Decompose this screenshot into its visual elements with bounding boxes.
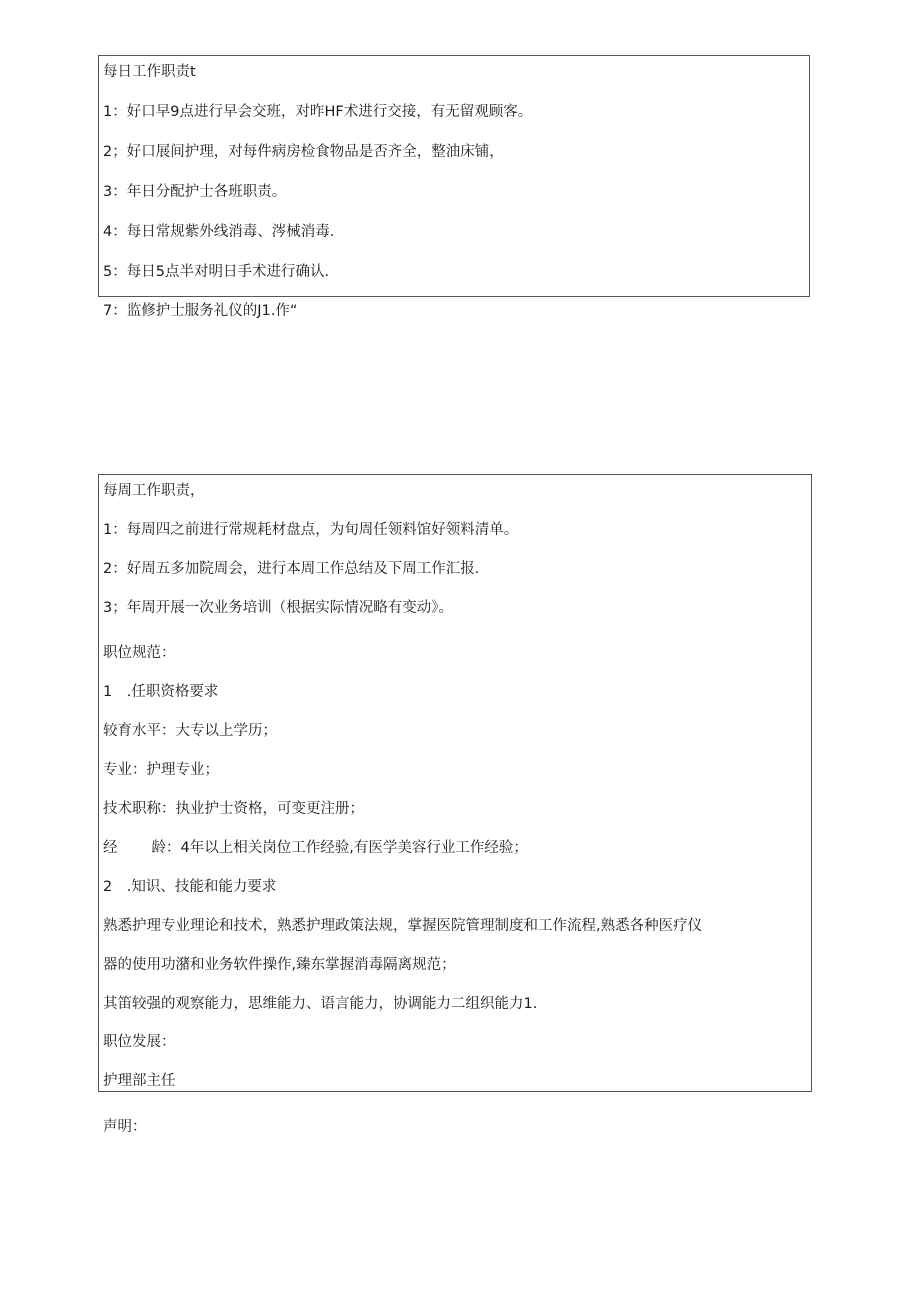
major-requirement: 专业：护理专业； xyxy=(103,762,219,778)
experience-requirement xyxy=(103,839,528,857)
education-requirement: 较育水平：大专以上学历； xyxy=(103,723,277,739)
weekly-title: 每周工作职责， xyxy=(103,483,205,499)
development-title: 职位发展： xyxy=(103,1034,176,1050)
daily-item-2: 2；好口展间护理，对每件病房检食物品是否齐全，整油床铺， xyxy=(103,144,504,160)
weekly-item-2: 2：好周五多加院周会，进行本周工作总结及下周工作汇报. xyxy=(103,561,480,577)
daily-item-1: 1：好口早9点进行早会交班，对昨HF术进行交接，有无留观顾客。 xyxy=(103,104,533,120)
daily-item-3: 3：年日分配护士各班职责。 xyxy=(103,184,287,200)
daily-item-7: 7：监修护士服务礼仪的J1.作“ xyxy=(103,303,298,319)
skill-line-1: 熟悉护理专业理论和技术，熟悉护理政策法规，掌握医院管理制度和工作流程,熟悉各种医疗仪 xyxy=(103,918,703,934)
skill-heading: 2 .知识、技能和能力要求 xyxy=(103,879,277,895)
spec-title: 职位规范： xyxy=(103,645,176,661)
statement-label: 声明： xyxy=(103,1119,147,1135)
skill-line-2: 器的使用功潴和业务软件操作,臻东掌握消毒隔离规范； xyxy=(103,957,456,973)
experience-label-b: 龄：4年以上相关岗位工作经验,有医学美容行业工作经验； xyxy=(151,840,528,856)
development-value: 护理部主任 xyxy=(103,1073,176,1089)
weekly-item-1: 1：每周四之前进行常规耗材盘点，为旬周任领料馆好领料清单。 xyxy=(103,522,519,538)
qualification-heading: 1 .任职资格要求 xyxy=(103,684,219,700)
daily-title: 每日工作职责t xyxy=(103,64,196,80)
daily-item-4: 4：每日常规紫外线消毒、涔械消毒. xyxy=(103,224,335,240)
title-requirement: 技术职称：执业护士资格，可变更注册； xyxy=(103,801,364,817)
daily-item-5: 5：每日5点半对明日手术进行确认. xyxy=(103,264,330,280)
daily-duties-box xyxy=(98,55,810,297)
experience-label-a: 经 xyxy=(103,840,118,856)
weekly-item-3: 3；年周开展一次业务培训（根据实际情况略有变动》。 xyxy=(103,600,453,616)
skill-line-3: 其笛较强的观察能力，思维能力、语言能力，协调能力二组织能力1. xyxy=(103,996,538,1012)
